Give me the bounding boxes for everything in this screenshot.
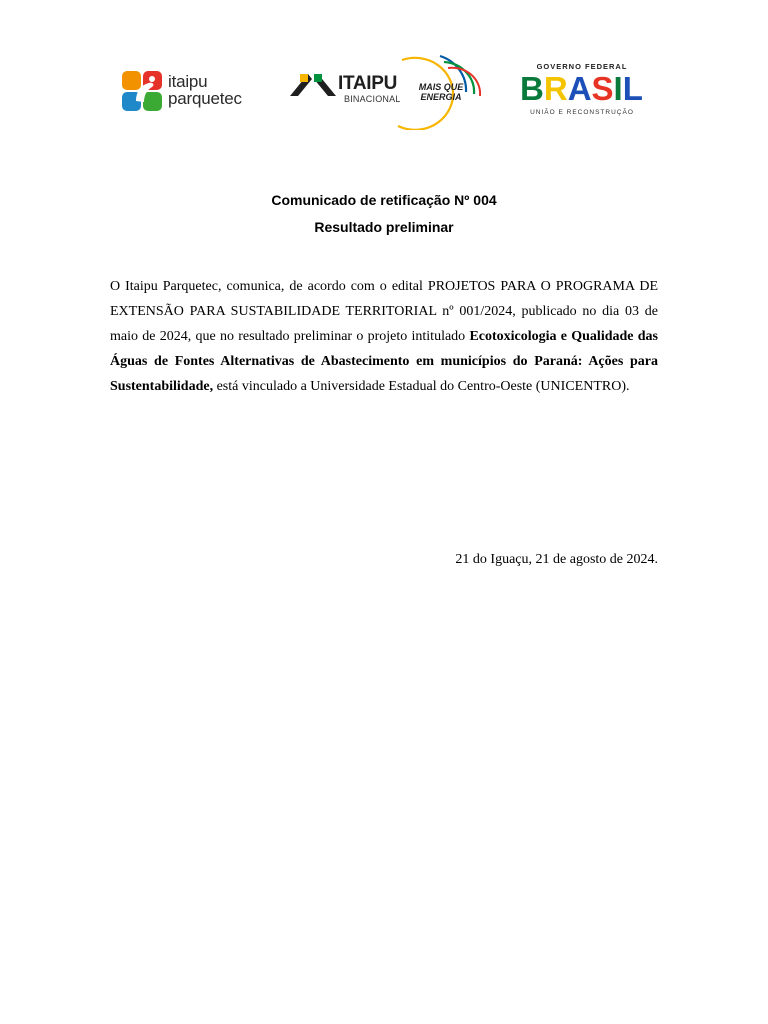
gov-letter: S xyxy=(591,70,614,107)
itaipu-slogan xyxy=(416,82,466,102)
gov-letter: B xyxy=(520,70,544,107)
body-outro-text: está vinculado a Universidade Estadual do Centro-Oeste (UNICENTRO). xyxy=(213,379,630,394)
parquetec-mark-dot xyxy=(149,76,155,82)
itaipu-mark-top-left xyxy=(300,74,308,82)
gov-bottom-label: UNIÃO E RECONSTRUÇÃO xyxy=(530,109,634,116)
body-intro-text: O Itaipu Parquetec, comunica, de acordo com o edital PROJETOS PARA O PROGRAMA DE EXTENSÃO PARA SUSTABILIDADE TERRITORIAL nº 001/2024, publicado no dia 03 de maio de 2024, que no resultado preliminar o projeto intitulado xyxy=(110,279,658,344)
gov-letter: I xyxy=(613,70,623,107)
document-subtitle: Resultado preliminar xyxy=(314,219,454,235)
itaipu-slogan-line2: ENERGIA xyxy=(420,92,462,102)
gov-letter: L xyxy=(622,70,643,107)
parquetec-wordmark xyxy=(168,73,242,107)
gov-brasil-wordmark xyxy=(520,71,646,107)
project-title: Ecotoxicologia e Qualidade das Águas de Fontes Alternativas de Abastecimento em municípios do Paraná: Ações para Sustentabilidade, xyxy=(110,329,658,394)
itaipu-binacional-logo xyxy=(290,52,486,130)
governo-federal-logo xyxy=(518,62,646,120)
gov-letter: A xyxy=(567,70,592,107)
itaipu-binacional-label: BINACIONAL xyxy=(344,94,401,104)
gov-top-label: GOVERNO FEDERAL xyxy=(536,62,628,71)
parquetec-wordmark-line2: parquetec xyxy=(168,89,242,108)
document-title: Comunicado de retificação Nº 004 xyxy=(271,192,497,208)
itaipu-wordmark: ITAIPU xyxy=(338,73,398,94)
document-signoff-date: 21 do Iguaçu, 21 de agosto de 2024. xyxy=(455,552,658,567)
parquetec-mark-orange xyxy=(122,71,141,90)
parquetec-mark-green xyxy=(143,92,162,111)
itaipu-mark-top-right xyxy=(314,74,322,82)
itaipu-parquetec-logo xyxy=(122,70,257,114)
gov-letter: R xyxy=(543,70,568,107)
document-body-paragraph xyxy=(110,274,658,399)
itaipu-slogan-line1: MAIS QUE xyxy=(418,82,464,92)
parquetec-wordmark-line1: itaipu xyxy=(168,72,208,91)
parquetec-mark-icon xyxy=(122,71,164,111)
